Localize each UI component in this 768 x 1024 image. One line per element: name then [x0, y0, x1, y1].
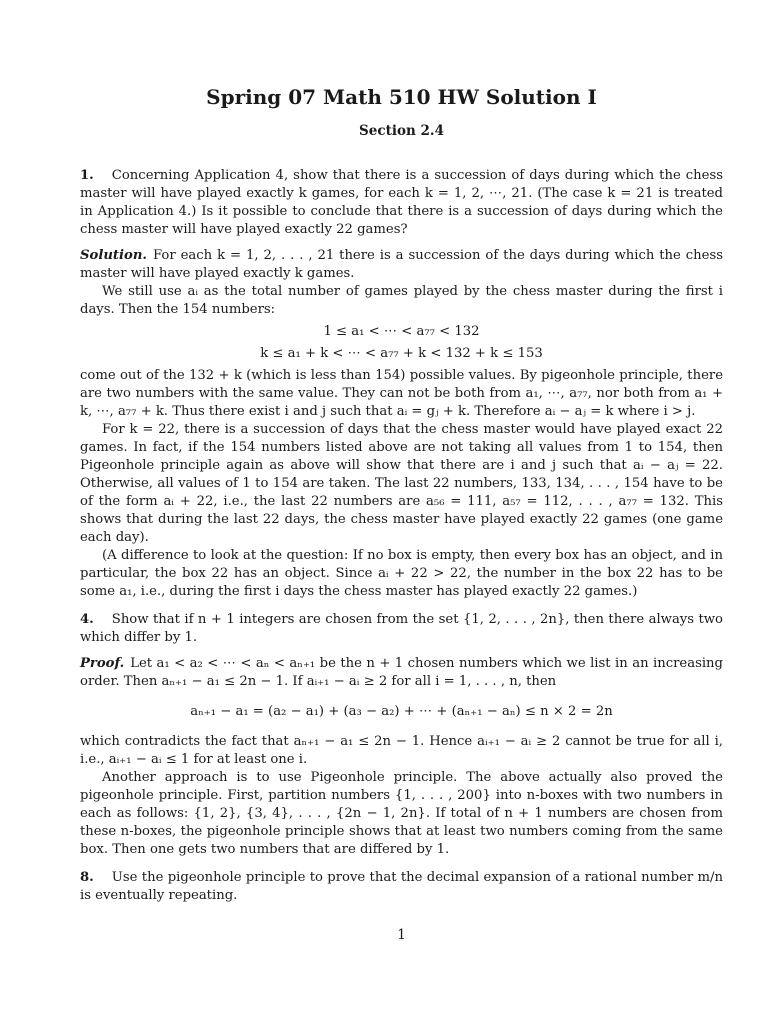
- page-number: 1: [397, 927, 406, 943]
- equation: aₙ₊₁ − a₁ = (a₂ − a₁) + (a₃ − a₂) + ⋯ + (aₙ₊₁ − aₙ) ≤ n × 2 = 2n: [190, 704, 613, 719]
- problem-1-paragraph: come out of the 132 + k (which is less than 154) possible values. By pigeonhole principle, there are two numbers with the same value. They can not be both from a₁, ⋯, a₇₇, nor both from a₁ + k, ⋯, a₇₇ + k. Thus there exist i and j such that aᵢ = gⱼ + k. Therefore aᵢ − aⱼ = k where i > j.: [80, 368, 723, 419]
- page-title: Spring 07 Math 510 HW Solution I: [206, 85, 597, 109]
- problem-4-paragraph: which contradicts the fact that aₙ₊₁ − a₁ ≤ 2n − 1. Hence aᵢ₊₁ − aᵢ ≥ 2 cannot be true for all i, i.e., aᵢ₊₁ − aᵢ ≤ 1 for at least one i.: [80, 734, 723, 767]
- problem-8-statement: 8. Use the pigeonhole principle to prove that the decimal expansion of a rational number m/n is eventually repeating.: [80, 870, 723, 903]
- solution-label: Solution.: [80, 248, 147, 263]
- problem-4-proof: Proof. Let a₁ < a₂ < ⋯ < aₙ < aₙ₊₁ be the n + 1 chosen numbers which we list in an increasing order. Then aₙ₊₁ − a₁ ≤ 2n − 1. If aᵢ₊₁ − aᵢ ≥ 2 for all i = 1, . . . , n, then: [80, 656, 723, 689]
- proof-label: Proof.: [80, 656, 125, 671]
- problem-1-paragraph: (A difference to look at the question: If no box is empty, then every box has an object, and in particular, the box 22 has an object. Since aᵢ + 22 > 22, the number in the box 22 has to be some a₁, i.e., during the first i days the chess master has played exactly 22 games.): [80, 548, 723, 599]
- problem-4-paragraph: Another approach is to use Pigeonhole principle. The above actually also proved the pigeonhole principle. First, partition numbers {1, . . . , 200} into n-boxes with two numbers in each as follows: {1, 2}, {3, 4}, . . . , {2n − 1, 2n}. If total of n + 1 numbers are chosen from these n-boxes, the pigeonhole principle shows that at least two numbers coming from the same box. Then one gets two numbers that are differed by 1.: [80, 770, 723, 857]
- problem-number: 1.: [80, 168, 94, 183]
- equation: 1 ≤ a₁ < ⋯ < a₇₇ < 132: [323, 324, 480, 339]
- problem-number: 8.: [80, 870, 94, 885]
- problem-number: 4.: [80, 612, 94, 627]
- problem-1-solution: Solution. For each k = 1, 2, . . . , 21 there is a succession of the days during which the chess master will have played exactly k games.: [80, 248, 723, 281]
- problem-1-paragraph: We still use aᵢ as the total number of games played by the chess master during the first i days. Then the 154 numbers:: [80, 284, 723, 317]
- section-heading: Section 2.4: [359, 123, 444, 139]
- document-body: [80, 167, 723, 905]
- problem-1-statement: 1. Concerning Application 4, show that there is a succession of days during which the chess master will have played exactly k games, for each k = 1, 2, ⋯, 21. (The case k = 21 is treated in Application 4.) Is it possible to conclude that there is a succession of days during which the chess master will have played exactly 22 games?: [80, 168, 723, 237]
- equation: k ≤ a₁ + k < ⋯ < a₇₇ + k < 132 + k ≤ 153: [260, 346, 543, 361]
- problem-4-statement: 4. Show that if n + 1 integers are chosen from the set {1, 2, . . . , 2n}, then there always two which differ by 1.: [80, 612, 723, 645]
- problem-1-paragraph: For k = 22, there is a succession of days that the chess master would have played exact 22 games. In fact, if the 154 numbers listed above are not taking all values from 1 to 154, then Pigeonhole principle again as above will show that there are i and j such that aᵢ − aⱼ = 22. Otherwise, all values of 1 to 154 are taken. The last 22 numbers, 133, 134, . . . , 154 have to be of the form aᵢ + 22, i.e., the last 22 numbers are a₅₆ = 111, a₅₇ = 112, . . . , a₇₇ = 132. This shows that during the last 22 days, the chess master have played exactly 22 games (one game each day).: [80, 422, 723, 545]
